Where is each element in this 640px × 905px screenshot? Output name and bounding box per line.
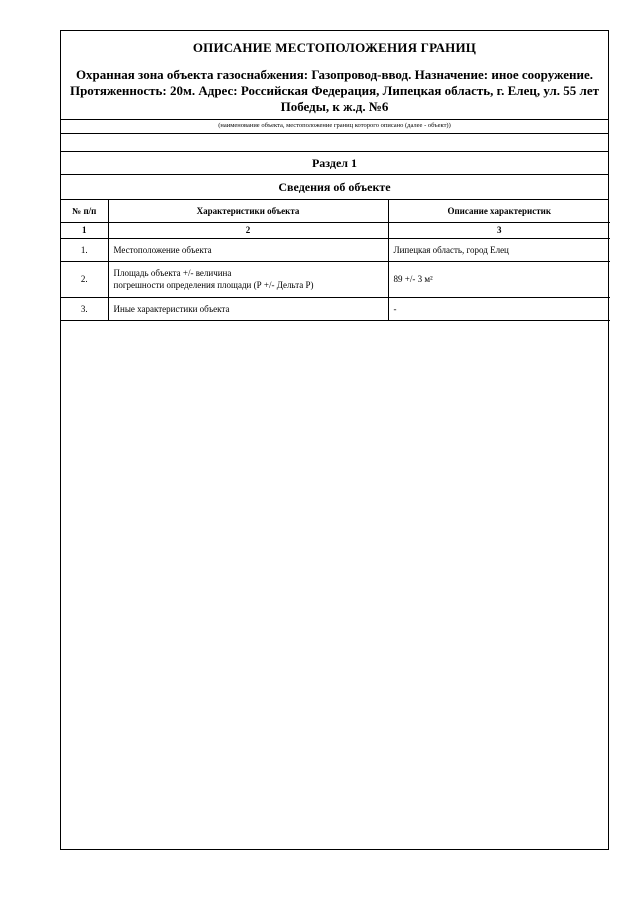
document-title: ОПИСАНИЕ МЕСТОПОЛОЖЕНИЯ ГРАНИЦ: [192, 40, 477, 55]
column-number: 2: [108, 222, 388, 238]
section-title: Раздел 1: [61, 152, 608, 175]
column-number-row: [61, 222, 610, 238]
document-header: [61, 31, 608, 134]
object-name: Охранная зона объекта газоснабжения: Газопровод-ввод. Назначение: иное сооружение. Протяженность: 20м. Адрес: Российская Федерация, Липецкая область, г. Елец, ул. 55 лет Победы, к ж.д. №6: [69, 67, 600, 114]
document-frame: [60, 30, 609, 850]
row-characteristic: [108, 261, 388, 297]
row-characteristic-line: Площадь объекта +/- величина: [113, 268, 232, 278]
row-description: -: [388, 297, 610, 320]
row-characteristic-line: погрешности определения площади (Р +/- Дельта Р): [113, 280, 314, 290]
table-row: [61, 238, 610, 261]
row-number: 2.: [61, 261, 108, 297]
column-number: 3: [388, 222, 610, 238]
row-characteristic: Иные характеристики объекта: [108, 297, 388, 320]
header-characteristic: Характеристики объекта: [108, 200, 388, 222]
object-caption: (наименование объекта, местоположение границ которого описано (далее - объект)): [61, 119, 608, 133]
header-number: № п/п: [61, 200, 108, 222]
row-number: 1.: [61, 238, 108, 261]
column-number: 1: [61, 222, 108, 238]
header-description: Описание характеристик: [388, 200, 610, 222]
table-header-row: [61, 200, 610, 222]
subsection-title: Сведения об объекте: [61, 175, 608, 200]
spacer-row: [61, 134, 608, 152]
row-number: 3.: [61, 297, 108, 320]
row-characteristic: Местоположение объекта: [108, 238, 388, 261]
table-row: [61, 261, 610, 297]
object-info-table: [61, 200, 610, 321]
row-description: 89 +/- 3 м²: [388, 261, 610, 297]
table-row: [61, 297, 610, 320]
row-description: Липецкая область, город Елец: [388, 238, 610, 261]
